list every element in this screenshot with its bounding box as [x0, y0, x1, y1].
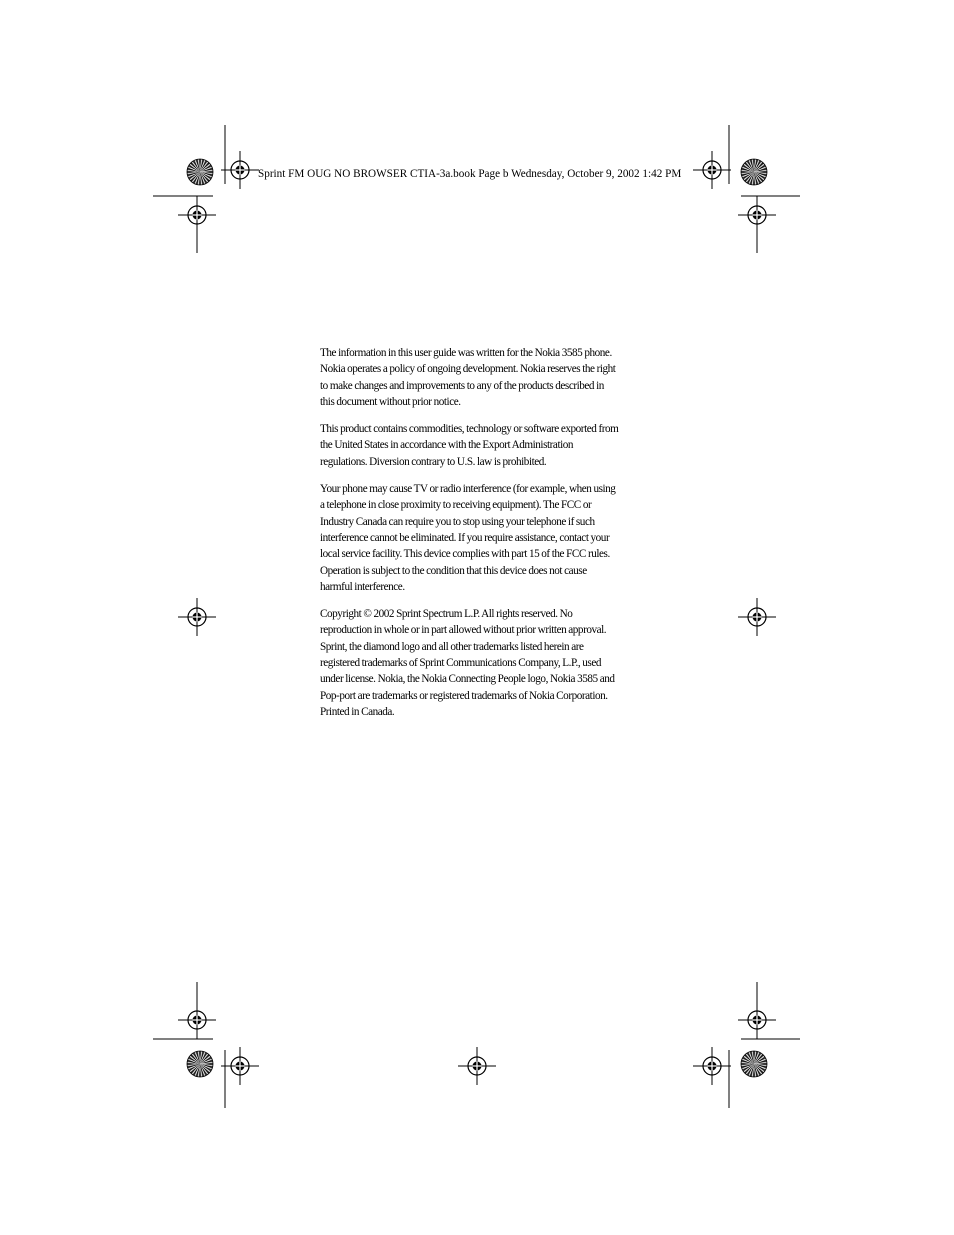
registration-target-icon	[178, 598, 216, 636]
registration-target-icon	[738, 598, 776, 636]
paragraph-fcc-interference: Your phone may cause TV or radio interference (for example, when using a telephone in close proximity to receiving equipment). The FCC or Industry Canada can require you to stop using your telephone if such interference cannot be eliminated. If you require assistance, contact your local service facility. This device complies with part 15 of the FCC rules. Operation is subject to the condition that this device does not cause harmful interference.	[320, 483, 616, 593]
registration-target-icon	[178, 196, 216, 234]
paragraph-export-notice: This product contains commodities, technology or software exported from the United States in accordance with the Export Administration regulations. Diversion contrary to U.S. law is prohibited.	[320, 423, 619, 468]
print-slug-header: Sprint FM OUG NO BROWSER CTIA-3a.book Page b Wednesday, October 9, 2002 1:42 PM	[258, 168, 682, 180]
registration-target-icon	[693, 1047, 731, 1085]
paragraph-product-info: The information in this user guide was written for the Nokia 3585 phone. Nokia operates a policy of ongoing development. Nokia reserves the right to make changes and improvements to any of the products described in this document without prior notice.	[320, 347, 616, 408]
registration-target-icon	[221, 1047, 259, 1085]
registration-target-icon	[738, 196, 776, 234]
registration-target-icon	[221, 151, 259, 189]
rosette-spokes	[741, 159, 767, 185]
legal-notice-body	[320, 345, 620, 731]
paragraph-copyright: Copyright © 2002 Sprint Spectrum L.P. All rights reserved. No reproduction in whole or in part allowed without prior written approval. Sprint, the diamond logo and all other trademarks listed herein are registered trademarks of Sprint Communications Company, L.P., used under license. Nokia, the Nokia Connecting People logo, Nokia 3585 and Pop-port are trademarks or registered trademarks of Nokia Corporation. Printed in Canada.	[320, 608, 615, 718]
rosette-spokes	[187, 159, 213, 185]
rosette-spokes	[741, 1051, 767, 1077]
rosette-spokes	[187, 1051, 213, 1077]
registration-target-icon	[458, 1047, 496, 1085]
registration-target-icon	[693, 151, 731, 189]
registration-target-icon	[738, 1001, 776, 1039]
registration-target-icon	[178, 1001, 216, 1039]
